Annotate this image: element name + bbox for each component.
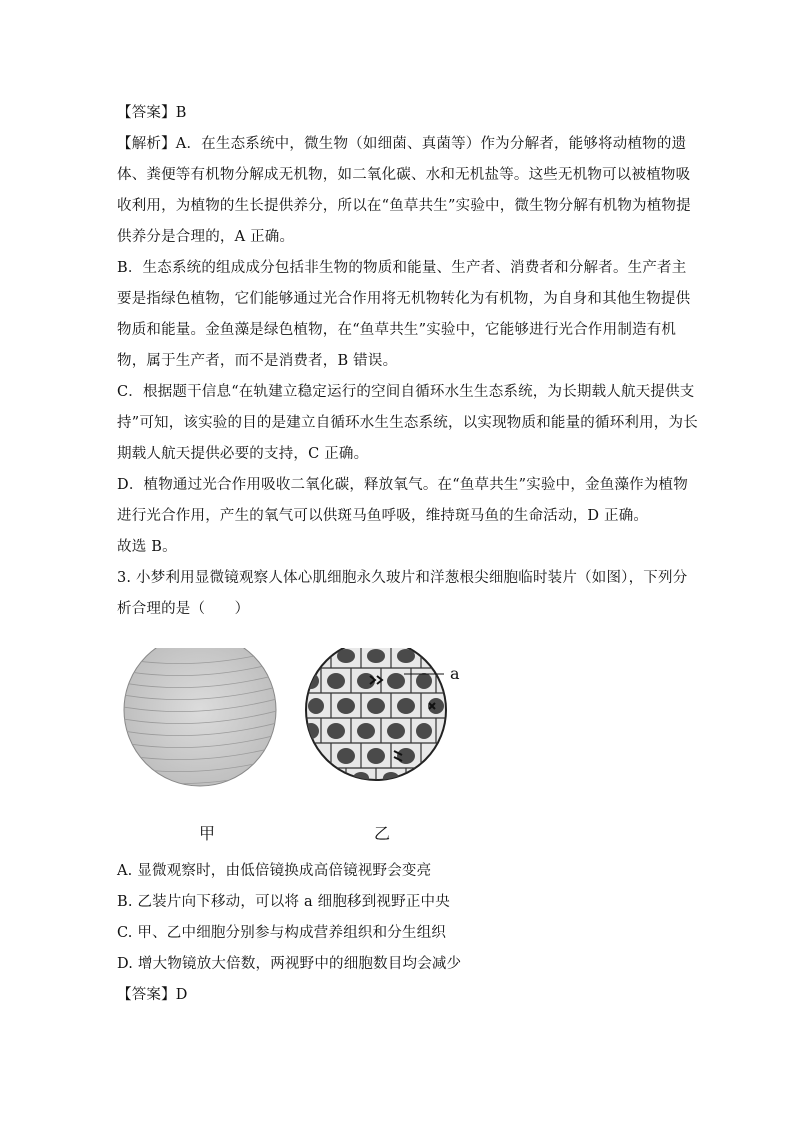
view-yi bbox=[303, 648, 453, 788]
analysis-a-line: 收利用，为植物的生长提供养分，所以在“鱼草共生”实验中，微生物分解有机物为植物提 bbox=[117, 198, 691, 214]
label-yi: 乙 bbox=[374, 824, 391, 843]
analysis-a-line: 体、粪便等有机物分解成无机物，如二氧化碳、水和无机盐等。这些无机物可以被植物吸 bbox=[117, 167, 691, 183]
label-jia: 甲 bbox=[199, 824, 216, 843]
analysis-b-line: 物质和能量。金鱼藻是绿色植物，在“鱼草共生”实验中，它能够进行光合作用制造有机 bbox=[117, 322, 677, 338]
analysis-d-line: D．植物通过光合作用吸收二氧化碳，释放氧气。在“鱼草共生”实验中，金鱼藻作为植物 bbox=[117, 477, 688, 493]
microscope-figure bbox=[118, 648, 478, 848]
option-a: A. 显微观察时，由低倍镜换成高倍镜视野会变亮 bbox=[117, 863, 432, 879]
microscope-views-svg bbox=[118, 648, 478, 848]
view-jia bbox=[118, 648, 288, 796]
question3-stem-line: 3. 小梦利用显微镜观察人体心肌细胞永久玻片和洋葱根尖细胞临时装片（如图），下列分 bbox=[117, 570, 688, 586]
analysis-c-line: C．根据题干信息“在轨建立稳定运行的空间自循环水生生态系统，为长期载人航天提供支 bbox=[117, 384, 695, 400]
option-d: D. 增大物镜放大倍数，两视野中的细胞数目均会减少 bbox=[117, 956, 462, 972]
conclusion: 故选 B。 bbox=[117, 539, 177, 555]
pointer-label-a: a bbox=[450, 664, 460, 683]
question3-stem-line: 析合理的是（ ） bbox=[117, 601, 250, 617]
analysis-b-line: B．生态系统的组成成分包括非生物的物质和能量、生产者、消费者和分解者。生产者主 bbox=[117, 260, 687, 276]
option-c: C. 甲、乙中细胞分别参与构成营养组织和分生组织 bbox=[117, 925, 447, 941]
analysis-a-line: 【解析】A．在生态系统中，微生物（如细菌、真菌等）作为分解者，能够将动植物的遗 bbox=[117, 136, 687, 152]
answer-label-1: 【答案】B bbox=[117, 105, 187, 121]
answer-label-2: 【答案】D bbox=[117, 987, 188, 1003]
analysis-b-line: 物，属于生产者，而不是消费者，B 错误。 bbox=[117, 353, 398, 369]
analysis-c-line: 持”可知，该实验的目的是建立自循环水生生态系统，以实现物质和能量的循环利用，为长 bbox=[117, 415, 698, 431]
analysis-b-line: 要是指绿色植物，它们能够通过光合作用将无机物转化为有机物，为自身和其他生物提供 bbox=[117, 291, 691, 307]
option-b: B. 乙装片向下移动，可以将 a 细胞移到视野正中央 bbox=[117, 894, 450, 910]
analysis-a-line: 供养分是合理的，A 正确。 bbox=[117, 229, 295, 245]
analysis-d-line: 进行光合作用，产生的氧气可以供斑马鱼呼吸，维持斑马鱼的生命活动，D 正确。 bbox=[117, 508, 649, 524]
analysis-c-line: 期载人航天提供必要的支持，C 正确。 bbox=[117, 446, 369, 462]
